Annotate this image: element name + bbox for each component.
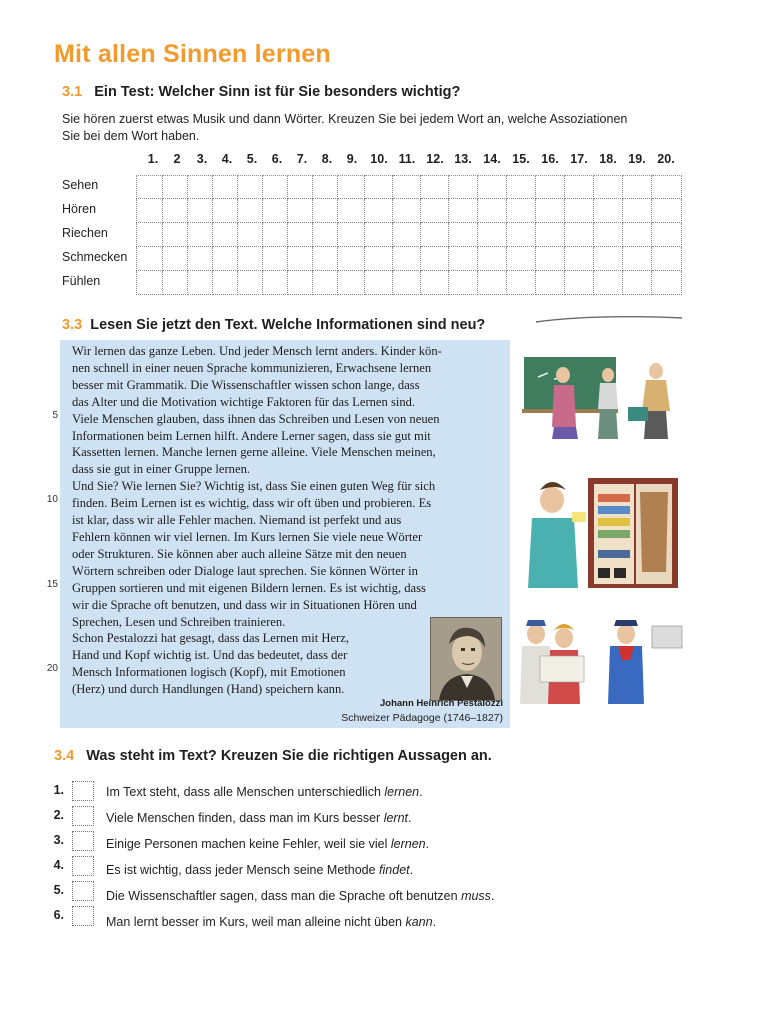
statement-body: Man lernt besser im Kurs, weil man alleine nicht üben bbox=[106, 915, 406, 929]
reading-line: Sprechen, Lesen und Schreiben trainieren. bbox=[72, 614, 286, 629]
checkbox-cell[interactable] bbox=[313, 175, 338, 199]
exercise-3-1-instruction bbox=[62, 111, 627, 145]
checkbox-cell[interactable] bbox=[313, 199, 338, 223]
checkbox-cell[interactable] bbox=[421, 175, 449, 199]
checkbox-cell[interactable] bbox=[136, 271, 163, 295]
statement-body: Im Text steht, dass alle Menschen unterschiedlich bbox=[106, 785, 385, 799]
exercise-number: 3.1 bbox=[62, 84, 83, 100]
checkbox-cell[interactable] bbox=[263, 199, 288, 223]
wardrobe-illustration bbox=[518, 472, 688, 592]
portrait-caption-subtitle: Schweizer Pädagoge (1746–1827) bbox=[341, 712, 503, 724]
exercise-title: Lesen Sie jetzt den Text. Welche Informationen sind neu? bbox=[90, 317, 486, 333]
exercise-title: Ein Test: Welcher Sinn ist für Sie besonders wichtig? bbox=[94, 84, 461, 100]
checkbox-cell[interactable] bbox=[288, 271, 313, 295]
page-title: Mit allen Sinnen lernen bbox=[54, 40, 331, 68]
reading-line: Kassetten lernen. Manche lernen gerne alleine. Viele Menschen meinen, bbox=[72, 445, 436, 460]
exercise-number: 3.4 bbox=[54, 748, 75, 764]
checkbox-cell[interactable] bbox=[623, 175, 652, 199]
checkbox-cell[interactable] bbox=[536, 223, 565, 247]
statement-end: . bbox=[409, 863, 414, 877]
checkbox-cell[interactable] bbox=[288, 247, 313, 271]
statement-number: 2. bbox=[53, 808, 64, 822]
checkbox-cell[interactable] bbox=[213, 223, 238, 247]
checkbox-cell[interactable] bbox=[507, 175, 536, 199]
statement-verb: lernen bbox=[384, 785, 420, 799]
checkbox-cell[interactable] bbox=[594, 223, 623, 247]
statement-verb: lernt bbox=[383, 811, 409, 825]
statement-end: . bbox=[490, 889, 495, 903]
pestalozzi-portrait bbox=[430, 617, 502, 701]
statement-body: Einige Personen machen keine Fehler, weil sie viel bbox=[106, 837, 391, 851]
reading-line: Und Sie? Wie lernen Sie? Wichtig ist, dass Sie einen guten Weg für sich bbox=[72, 479, 436, 494]
checkbox-cell[interactable] bbox=[136, 247, 163, 271]
statement-end: . bbox=[419, 785, 423, 799]
checkbox-cell[interactable] bbox=[449, 175, 478, 199]
checkbox-cell[interactable] bbox=[213, 271, 238, 295]
reading-line: Mensch Informationen logisch (Kopf), mit Emotionen bbox=[72, 665, 346, 680]
checkbox-cell[interactable] bbox=[365, 223, 393, 247]
checkbox-cell[interactable] bbox=[652, 175, 682, 199]
statement-end: . bbox=[408, 811, 412, 825]
checkbox-cell[interactable] bbox=[478, 223, 507, 247]
checkbox-cell[interactable] bbox=[393, 199, 421, 223]
checkbox-cell[interactable] bbox=[188, 175, 213, 199]
statement-number: 6. bbox=[53, 908, 64, 922]
checkbox-cell[interactable] bbox=[565, 199, 594, 223]
line-number: 10 bbox=[46, 494, 58, 505]
checkbox-cell[interactable] bbox=[365, 271, 393, 295]
grid-row-label: Sehen bbox=[62, 178, 99, 192]
checkbox-cell[interactable] bbox=[565, 271, 594, 295]
statement-number: 5. bbox=[53, 883, 64, 897]
grid-column-number: 20. bbox=[657, 152, 675, 166]
checkbox-cell[interactable] bbox=[365, 199, 393, 223]
checkbox-cell[interactable] bbox=[163, 247, 188, 271]
checkbox-cell[interactable] bbox=[163, 271, 188, 295]
grid-column-number: 3. bbox=[196, 152, 208, 166]
statement-text bbox=[106, 863, 413, 877]
instruction-line: Sie hören zuerst etwas Musik und dann Wörter. Kreuzen Sie bei jedem Wort an, welche Assoziationen bbox=[62, 112, 628, 126]
reading-line: nen schnell in einer neuen Sprache kommunizieren, Erwachsene lernen bbox=[72, 360, 432, 375]
checkbox-cell[interactable] bbox=[313, 271, 338, 295]
checkbox-cell[interactable] bbox=[288, 223, 313, 247]
reading-line: (Herz) und durch Handlungen (Hand) speichern kann. bbox=[72, 682, 345, 697]
line-number: 5 bbox=[52, 410, 58, 421]
checkbox-cell[interactable] bbox=[623, 271, 652, 295]
checkbox-cell[interactable] bbox=[536, 175, 565, 199]
checkbox-cell[interactable] bbox=[449, 271, 478, 295]
checkbox-cell[interactable] bbox=[421, 247, 449, 271]
checkbox-cell[interactable] bbox=[188, 223, 213, 247]
checkbox-cell[interactable] bbox=[263, 271, 288, 295]
statement-checkbox[interactable] bbox=[72, 831, 94, 851]
grid-row-label: Riechen bbox=[62, 226, 108, 240]
exercise-3-3-heading bbox=[62, 317, 485, 333]
checkbox-cell[interactable] bbox=[238, 199, 263, 223]
checkbox-cell[interactable] bbox=[652, 271, 682, 295]
exercise-3-1-heading bbox=[62, 84, 460, 100]
checkbox-cell[interactable] bbox=[421, 199, 449, 223]
checkbox-cell[interactable] bbox=[652, 199, 682, 223]
checkbox-cell[interactable] bbox=[238, 271, 263, 295]
statement-checkbox[interactable] bbox=[72, 881, 94, 901]
reading-line: ist klar, dass wir alle Fehler machen. Niemand ist perfekt und aus bbox=[72, 513, 402, 528]
reading-line: besser mit Grammatik. Die Wissenschaftler wissen schon lange, dass bbox=[72, 377, 420, 392]
checkbox-cell[interactable] bbox=[338, 175, 365, 199]
checkbox-cell[interactable] bbox=[393, 271, 421, 295]
checkbox-cell[interactable] bbox=[594, 175, 623, 199]
reading-line: dass sie gut in einer Gruppe lernen. bbox=[72, 462, 251, 477]
checkbox-cell[interactable] bbox=[238, 175, 263, 199]
grid-column-number: 4. bbox=[221, 152, 233, 166]
statement-checkbox[interactable] bbox=[72, 806, 94, 826]
grid-row-label: Hören bbox=[62, 202, 97, 216]
checkbox-cell[interactable] bbox=[393, 175, 421, 199]
checkbox-cell[interactable] bbox=[478, 271, 507, 295]
checkbox-cell[interactable] bbox=[238, 223, 263, 247]
checkbox-cell[interactable] bbox=[565, 247, 594, 271]
checkbox-cell[interactable] bbox=[163, 199, 188, 223]
grid-column-number: 10. bbox=[370, 152, 388, 166]
checkbox-cell[interactable] bbox=[421, 271, 449, 295]
classroom-illustration bbox=[518, 347, 688, 447]
checkbox-cell[interactable] bbox=[594, 199, 623, 223]
checkbox-cell[interactable] bbox=[478, 199, 507, 223]
statement-verb: kann bbox=[405, 915, 433, 929]
checkbox-cell[interactable] bbox=[338, 223, 365, 247]
checkbox-cell[interactable] bbox=[652, 247, 682, 271]
reading-line: wir die Sprache oft benutzen, und dass wir in Situationen Hören und bbox=[72, 597, 417, 612]
grid-column-number: 9. bbox=[346, 152, 358, 166]
exercise-3-4-heading bbox=[54, 748, 492, 764]
checkbox-cell[interactable] bbox=[188, 199, 213, 223]
reading-line: oder Strukturen. Sie können aber auch alleine Sätze mit den neuen bbox=[72, 546, 407, 561]
checkbox-cell[interactable] bbox=[478, 175, 507, 199]
grid-row-label: Fühlen bbox=[62, 274, 101, 288]
checkbox-cell[interactable] bbox=[365, 175, 393, 199]
grid-column-number: 6. bbox=[271, 152, 283, 166]
checkbox-cell[interactable] bbox=[136, 175, 163, 199]
grid-column-number: 13. bbox=[454, 152, 472, 166]
checkbox-cell[interactable] bbox=[365, 247, 393, 271]
reading-line: Wir lernen das ganze Leben. Und jeder Mensch lernt anders. Kinder kön- bbox=[72, 344, 442, 358]
checkbox-cell[interactable] bbox=[623, 223, 652, 247]
statement-body: Viele Menschen finden, dass man im Kurs besser bbox=[106, 811, 384, 825]
grid-column-number: 15. bbox=[512, 152, 530, 166]
statement-text bbox=[106, 915, 436, 929]
checkbox-cell[interactable] bbox=[338, 199, 365, 223]
checkbox-cell[interactable] bbox=[238, 247, 263, 271]
checkbox-cell[interactable] bbox=[478, 247, 507, 271]
statement-text bbox=[106, 811, 412, 825]
checkbox-cell[interactable] bbox=[652, 223, 682, 247]
checkbox-cell[interactable] bbox=[623, 199, 652, 223]
statement-verb: findet bbox=[379, 863, 410, 877]
instruction-line: Sie bei dem Wort haben. bbox=[62, 129, 200, 143]
reading-line: Wörtern schreiben oder Dialoge laut sprechen. Sie können Wörter in bbox=[72, 563, 418, 578]
statement-checkbox[interactable] bbox=[72, 781, 94, 801]
statement-end: . bbox=[432, 915, 437, 929]
checkbox-cell[interactable] bbox=[288, 175, 313, 199]
portrait-caption-name: Johann Heinrich Pestalozzi bbox=[380, 698, 503, 709]
group-illustration bbox=[514, 612, 690, 708]
grid-column-number: 17. bbox=[570, 152, 588, 166]
checkbox-cell[interactable] bbox=[594, 247, 623, 271]
statement-checkbox[interactable] bbox=[72, 906, 94, 926]
checkbox-cell[interactable] bbox=[623, 247, 652, 271]
checkbox-cell[interactable] bbox=[213, 247, 238, 271]
portrait-image bbox=[431, 618, 501, 700]
statement-text bbox=[106, 785, 423, 799]
statement-checkbox[interactable] bbox=[72, 856, 94, 876]
exercise-title: Was steht im Text? Kreuzen Sie die richtigen Aussagen an. bbox=[86, 748, 492, 764]
checkbox-cell[interactable] bbox=[507, 247, 536, 271]
reading-line: Hand und Kopf wichtig ist. Und das bedeutet, dass der bbox=[72, 648, 348, 663]
checkbox-cell[interactable] bbox=[536, 247, 565, 271]
checkbox-cell[interactable] bbox=[263, 223, 288, 247]
grid-column-number: 12. bbox=[426, 152, 444, 166]
grid-column-number: 18. bbox=[599, 152, 617, 166]
statement-body: Die Wissenschaftler sagen, dass man die Sprache oft benutzen bbox=[106, 889, 462, 903]
line-number: 20 bbox=[46, 663, 58, 674]
sense-test-grid bbox=[136, 175, 682, 295]
checkbox-cell[interactable] bbox=[313, 247, 338, 271]
grid-column-number: 11. bbox=[398, 152, 416, 166]
statement-body: Es ist wichtig, dass jeder Mensch seine Methode bbox=[106, 863, 380, 877]
reading-line: Informationen beim Lernen hilft. Andere Lerner sagen, dass sie gut mit bbox=[72, 428, 431, 443]
checkbox-cell[interactable] bbox=[338, 247, 365, 271]
reading-line: das Alter und die Motivation wichtige Faktoren für das Lernen sind. bbox=[72, 394, 416, 409]
checkbox-cell[interactable] bbox=[188, 271, 213, 295]
checkbox-cell[interactable] bbox=[288, 199, 313, 223]
statement-number: 4. bbox=[53, 858, 64, 872]
statement-end: . bbox=[425, 837, 430, 851]
exercise-number: 3.3 bbox=[62, 317, 83, 333]
pen-stroke-decoration bbox=[532, 312, 692, 326]
statement-text bbox=[106, 837, 429, 851]
statement-text bbox=[106, 889, 494, 903]
grid-row-label: Schmecken bbox=[62, 250, 128, 264]
checkbox-cell[interactable] bbox=[163, 175, 188, 199]
checkbox-cell[interactable] bbox=[213, 199, 238, 223]
checkbox-cell[interactable] bbox=[338, 271, 365, 295]
checkbox-cell[interactable] bbox=[507, 271, 536, 295]
checkbox-cell[interactable] bbox=[449, 223, 478, 247]
checkbox-cell[interactable] bbox=[536, 199, 565, 223]
checkbox-cell[interactable] bbox=[507, 223, 536, 247]
checkbox-cell[interactable] bbox=[136, 223, 163, 247]
checkbox-cell[interactable] bbox=[313, 223, 338, 247]
grid-column-number: 19. bbox=[628, 152, 646, 166]
checkbox-cell[interactable] bbox=[536, 271, 565, 295]
checkbox-cell[interactable] bbox=[136, 199, 163, 223]
checkbox-cell[interactable] bbox=[263, 175, 288, 199]
statement-number: 1. bbox=[53, 783, 64, 797]
checkbox-cell[interactable] bbox=[393, 223, 421, 247]
checkbox-cell[interactable] bbox=[449, 199, 478, 223]
statement-verb: muss bbox=[461, 889, 491, 903]
grid-column-number: 8. bbox=[321, 152, 333, 166]
checkbox-cell[interactable] bbox=[263, 247, 288, 271]
line-number: 15 bbox=[46, 579, 58, 590]
checkbox-cell[interactable] bbox=[213, 175, 238, 199]
checkbox-cell[interactable] bbox=[163, 223, 188, 247]
reading-line: Gruppen sortieren und mit eigenen Bildern lernen. Es ist wichtig, dass bbox=[72, 580, 426, 595]
checkbox-cell[interactable] bbox=[594, 271, 623, 295]
grid-column-number: 1. bbox=[147, 152, 159, 166]
statement-number: 3. bbox=[53, 833, 64, 847]
checkbox-cell[interactable] bbox=[188, 247, 213, 271]
checkbox-cell[interactable] bbox=[565, 223, 594, 247]
checkbox-cell[interactable] bbox=[421, 223, 449, 247]
grid-column-number: 14. bbox=[483, 152, 501, 166]
reading-line: Schon Pestalozzi hat gesagt, dass das Lernen mit Herz, bbox=[72, 631, 349, 646]
checkbox-cell[interactable] bbox=[393, 247, 421, 271]
grid-column-number: 16. bbox=[541, 152, 559, 166]
grid-column-number: 7. bbox=[296, 152, 308, 166]
checkbox-cell[interactable] bbox=[449, 247, 478, 271]
statement-verb: lernen bbox=[390, 837, 426, 851]
reading-line: Fehlern können wir viel lernen. Im Kurs lernen Sie viele neue Wörter bbox=[72, 529, 423, 544]
reading-line: Viele Menschen glauben, dass ihnen das Schreiben und Lesen von neuen bbox=[72, 411, 440, 426]
grid-column-number: 5. bbox=[246, 152, 258, 166]
reading-line: finden. Beim Lernen ist es wichtig, dass wir oft üben und probieren. Es bbox=[72, 496, 432, 511]
checkbox-cell[interactable] bbox=[507, 199, 536, 223]
checkbox-cell[interactable] bbox=[565, 175, 594, 199]
grid-column-number: 2 bbox=[173, 152, 181, 166]
